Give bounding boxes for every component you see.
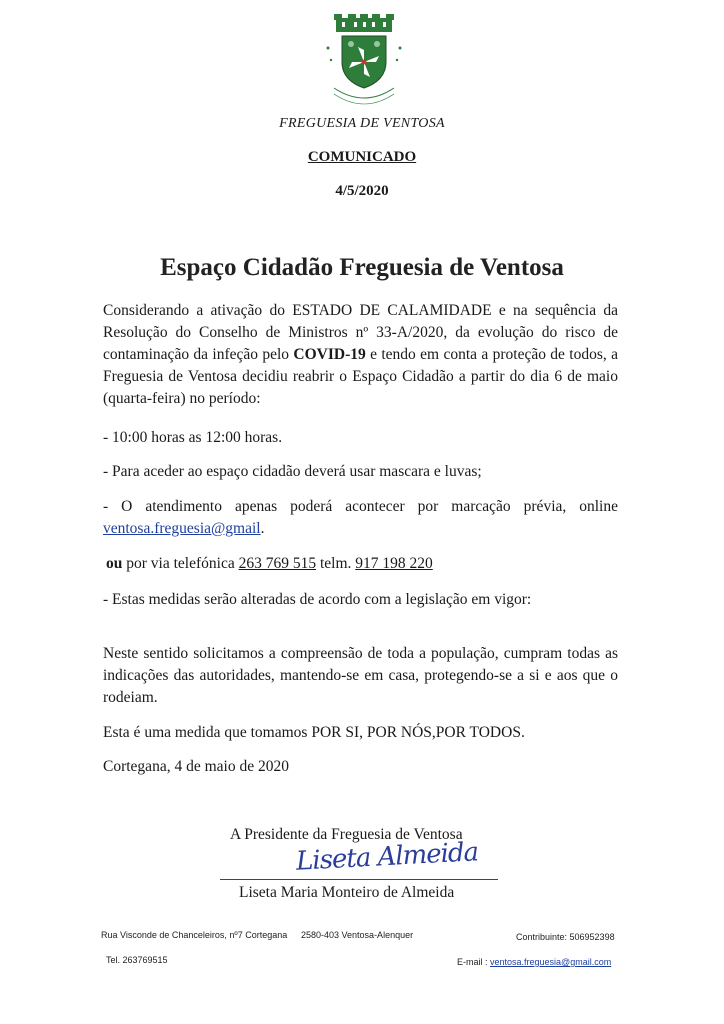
mobile-number[interactable]: 917 198 220 [355, 555, 433, 572]
appointment-email-link[interactable]: ventosa.freguesia@gmail [103, 520, 261, 537]
organization-name: FREGUESIA DE VENTOSA [279, 116, 445, 131]
crest-logo [322, 14, 406, 106]
measures-line: - Estas medidas serão alteradas de acordo com a legislação em vigor: [103, 591, 532, 608]
document-date: 4/5/2020 [335, 183, 389, 199]
footer-email-link[interactable]: ventosa.freguesia@gmail.com [490, 957, 612, 967]
appointment-text: - O atendimento apenas poderá acontecer por marcação prévia, online [103, 498, 618, 515]
hours-line: - 10:00 horas as 12:00 horas. [103, 429, 283, 446]
place-date: Cortegana, 4 de maio de 2020 [103, 758, 289, 775]
handwritten-signature: Liseta Almeida [295, 837, 479, 877]
masks-line: - Para aceder ao espaço cidadão deverá usar mascara e luvas; [103, 463, 482, 480]
mobile-label: telm. [316, 555, 356, 572]
covid-label: COVID-19 [293, 346, 366, 363]
phone-text: por via telefónica [122, 555, 239, 572]
intro-paragraph [103, 300, 618, 410]
intro-text-2: e tendo em conta a proteção de todos, a Freguesia de Ventosa decidiu reabrir o Espaço Cidadão a partir do dia 6 de maio (quarta-feira) no período: [103, 346, 618, 407]
footer-taxpayer: Contribuinte: 506952398 [516, 932, 615, 942]
motto-line: Esta é uma medida que tomamos POR SI, POR NÓS,POR TODOS. [103, 724, 525, 741]
signature-line [220, 879, 498, 880]
phone-or: ou [106, 555, 123, 572]
footer-postal: 2580-403 Ventosa-Alenquer [301, 930, 414, 940]
phone-line [106, 553, 621, 575]
footer-email-label: E-mail : [457, 957, 491, 967]
signatory-name: Liseta Maria Monteiro de Almeida [239, 884, 455, 901]
footer-address: Rua Visconde de Chanceleiros, nº7 Cortegana [101, 930, 288, 940]
appointment-paragraph [103, 496, 618, 540]
signature-role: A Presidente da Freguesia de Ventosa [230, 826, 463, 843]
closing-paragraph: Neste sentido solicitamos a compreensão de toda a população, cumpram todas as indicações das autoridades, mantendo-se em casa, protegendo-se a si e aos que o rodeiam. [103, 645, 618, 706]
phone-number[interactable]: 263 769 515 [238, 555, 317, 572]
intro-text-1: Considerando a ativação do ESTADO DE CALAMIDADE e na sequência da Resolução do Conselho de Ministros nº 33-A/2020, da evolução do risco de contaminação da infeção pelo [103, 302, 618, 363]
document-title: Espaço Cidadão Freguesia de Ventosa [160, 254, 564, 281]
footer-email-row [457, 957, 611, 967]
document-heading: COMUNICADO [307, 149, 417, 165]
appointment-dot: . [260, 520, 265, 537]
footer-phone: Tel. 263769515 [106, 955, 168, 965]
